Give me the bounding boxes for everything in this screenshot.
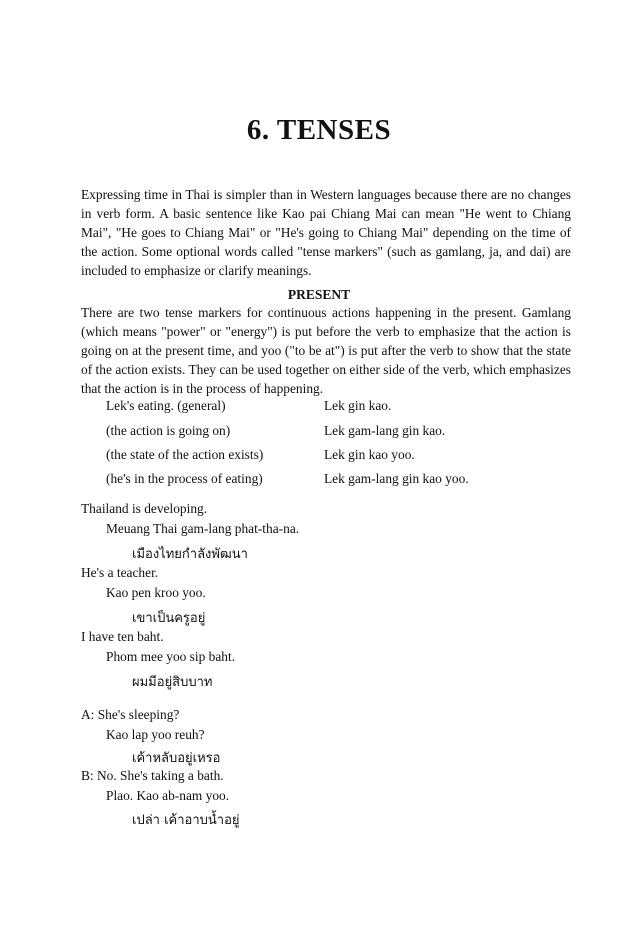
chapter-title: 6. TENSES xyxy=(246,114,392,146)
example-thai: เขาเป็นครูอยู่ xyxy=(132,611,206,626)
present-paragraph: There are two tense markers for continuous actions happening in the present. Gamlang (which means "power" or "energy") is put before the verb to emphasize that the action is going on at the present time, and yoo ("to be at") is put after the verb to show that the state of the action exists. They can be used together on either side of the verb, which emphasizes that the action is in the process of happening. xyxy=(81,305,571,396)
present-heading: PRESENT xyxy=(287,287,351,302)
tense-row-thai: Lek gin kao yoo. xyxy=(324,447,415,462)
example-thai: เมืองไทยกำลังพัฒนา xyxy=(132,547,248,562)
example-thai: ผมมีอยู่สิบบาท xyxy=(132,675,213,690)
tense-row-english: (the state of the action exists) xyxy=(106,447,264,462)
example-transliteration: Plao. Kao ab-nam yoo. xyxy=(106,788,230,803)
example-transliteration: Kao pen kroo yoo. xyxy=(106,585,206,600)
intro-paragraph: Expressing time in Thai is simpler than in Western languages because there are no changes in verb form. A basic sentence like Kao pai Chiang Mai can mean "He went to Chiang Mai", "He goes to Chiang Mai" or "He's going to Chiang Mai" depending on the time of the action. Some optional words called "tense markers" (such as gamlang, ja, and dai) are included to emphasize or clarify meanings. xyxy=(81,187,571,278)
example-thai: เปล่า เค้าอาบน้ำอยู่ xyxy=(132,813,240,828)
tense-row-english: (the action is going on) xyxy=(106,423,231,438)
example-transliteration: Meuang Thai gam-lang phat-tha-na. xyxy=(106,521,300,536)
tense-row-thai: Lek gam-lang gin kao yoo. xyxy=(324,471,469,486)
tense-row-thai: Lek gin kao. xyxy=(324,398,392,413)
tense-row-english: (he's in the process of eating) xyxy=(106,471,263,486)
example-english: I have ten baht. xyxy=(81,629,164,644)
example-english: Thailand is developing. xyxy=(81,501,208,516)
example-english: A: She's sleeping? xyxy=(81,707,180,722)
example-english: B: No. She's taking a bath. xyxy=(81,768,224,783)
example-transliteration: Phom mee yoo sip baht. xyxy=(106,649,236,664)
tense-row-thai: Lek gam-lang gin kao. xyxy=(324,423,446,438)
example-thai: เค้าหลับอยู่เหรอ xyxy=(132,751,221,766)
example-english: He's a teacher. xyxy=(81,565,159,580)
example-transliteration: Kao lap yoo reuh? xyxy=(106,727,205,742)
tense-row-english: Lek's eating. (general) xyxy=(106,398,226,413)
